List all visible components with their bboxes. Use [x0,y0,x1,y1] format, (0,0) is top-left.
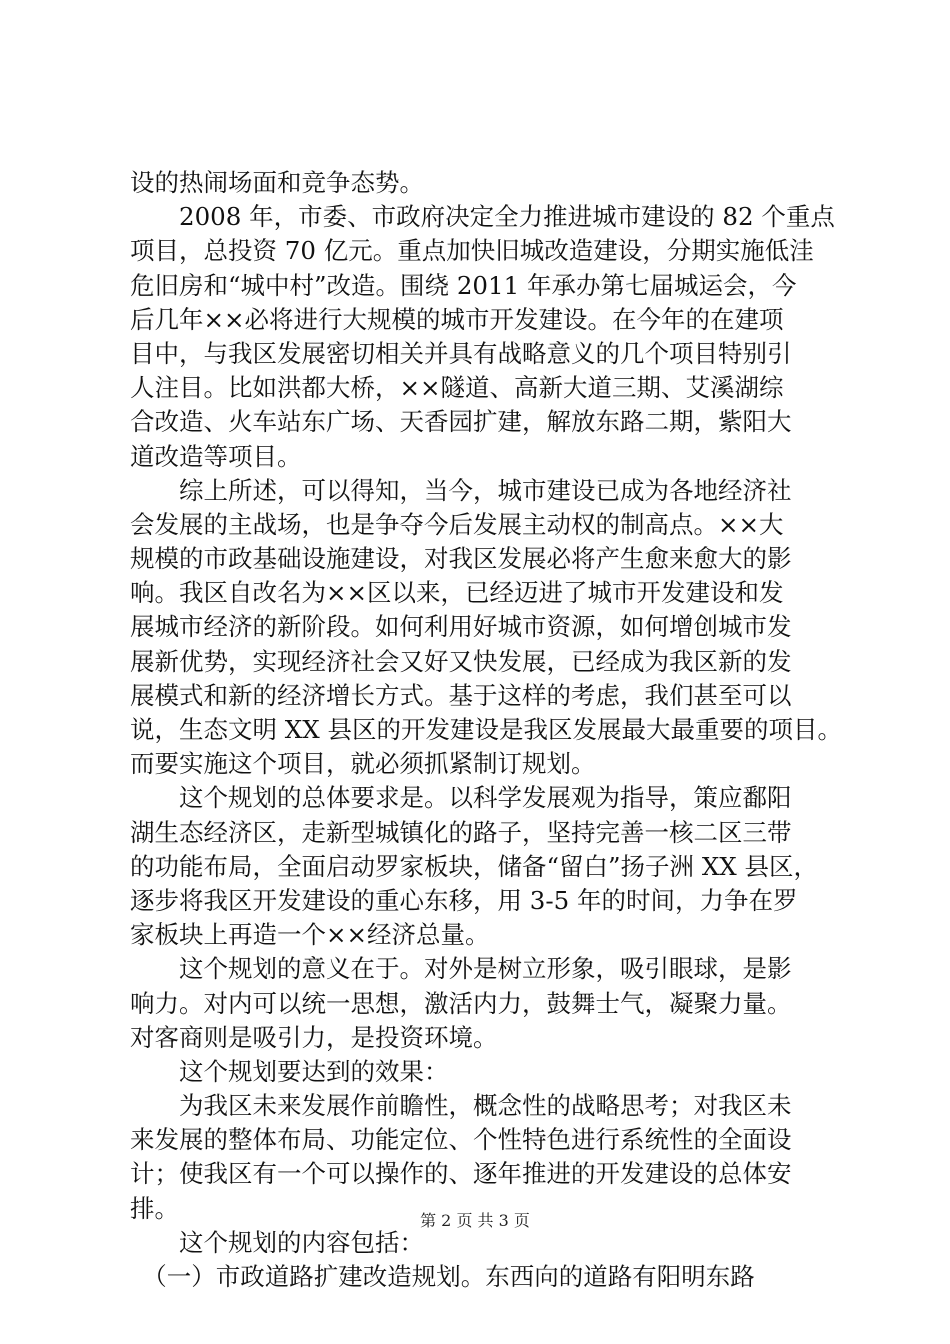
text-line: 目中，与我区发展密切相关并具有战略意义的几个项目特别引 [130,338,792,368]
text-line: 对客商则是吸引力，是投资环境。 [130,1022,498,1052]
text-line: 项目，总投资 70 亿元。重点加快旧城改造建设，分期实施低洼 [130,236,814,266]
text-line: 后几年××必将进行大规模的城市开发建设。在今年的在建项 [130,304,784,334]
text-line: 排。 [130,1193,179,1223]
text-line: 合改造、火车站东广场、天香园扩建，解放东路二期，紫阳大 [130,407,792,437]
text-line: 人注目。比如洪都大桥，××隧道、高新大道三期、艾溪湖综 [130,373,784,403]
page-footer: 第 2 页 共 3 页 [420,1211,530,1230]
text-line: 规模的市政基础设施建设，对我区发展必将产生愈来愈大的影 [130,544,792,574]
text-line: 展新优势，实现经济社会又好又快发展，已经成为我区新的发 [130,646,792,676]
text-line: 的功能布局，全面启动罗家板块，储备“留白”扬子洲 XX 县区， [130,851,819,881]
text-line: 计；使我区有一个可以操作的、逐年推进的开发建设的总体安 [130,1159,792,1189]
text-line: 会发展的主战场，也是争夺今后发展主动权的制高点。××大 [130,509,784,539]
text-line: 展模式和新的经济增长方式。基于这样的考虑，我们甚至可以 [130,680,792,710]
text-line: 2008 年，市委、市政府决定全力推进城市建设的 82 个重点 [130,202,835,232]
text-line: 来发展的整体布局、功能定位、个性特色进行系统性的全面设 [130,1125,792,1155]
text-line: 这个规划的总体要求是。以科学发展观为指导，策应鄱阳 [130,783,792,813]
text-line: 逐步将我区开发建设的重心东移，用 3-5 年的时间，力争在罗 [130,885,798,915]
text-line: 这个规划要达到的效果： [130,1056,449,1086]
text-line: 说，生态文明 XX 县区的开发建设是我区发展最大最重要的项目。 [130,715,842,744]
text-line: 而要实施这个项目，就必须抓紧制订规划。 [130,749,596,779]
text-line: 设的热闹场面和竞争态势。 [130,168,424,197]
text-line: 综上所述，可以得知，当今，城市建设已成为各地经济社 [130,475,792,505]
text-line: 危旧房和“城中村”改造。围绕 2011 年承办第七届城运会，今 [130,270,797,300]
text-line: 湖生态经济区，走新型城镇化的路子，坚持完善一核二区三带 [130,817,792,847]
text-line: 展城市经济的新阶段。如何利用好城市资源，如何增创城市发 [130,612,792,642]
document-body [130,166,842,1294]
text-line: 这个规划的内容包括： [130,1227,424,1257]
text-line: 为我区未来发展作前瞻性，概念性的战略思考；对我区未 [130,1091,792,1121]
text-line: （一）市政道路扩建改造规划。东西向的道路有阳明东路 [130,1262,755,1291]
text-line: 响。我区自改名为××区以来，已经迈进了城市开发建设和发 [130,578,784,608]
text-line: 家板块上再造一个××经济总量。 [130,920,490,950]
text-line: 响力。对内可以统一思想，激活内力，鼓舞士气，凝聚力量。 [130,988,792,1018]
text-line: 这个规划的意义在于。对外是树立形象，吸引眼球，是影 [130,954,792,984]
text-line: 道改造等项目。 [130,441,302,471]
